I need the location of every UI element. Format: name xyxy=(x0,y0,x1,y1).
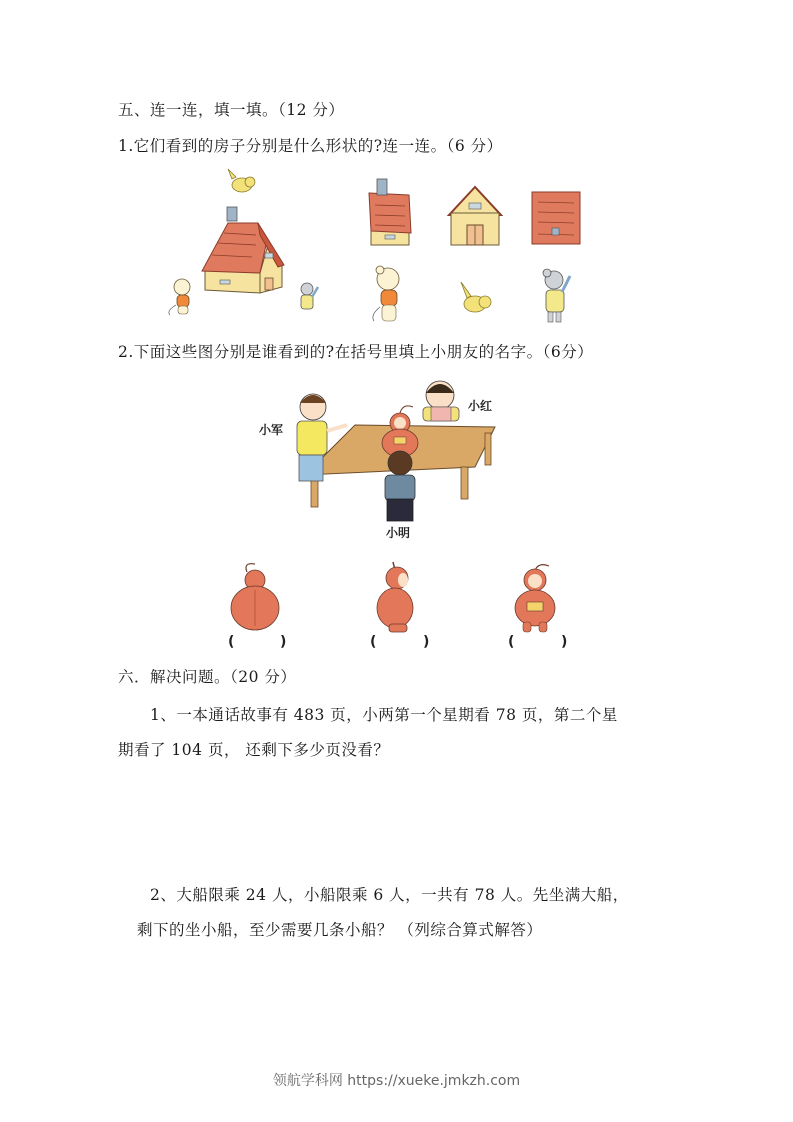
footer-watermark: 领航学科网 https://xueke.jmkzh.com xyxy=(272,1073,521,1089)
problem2-line1: 2、大船限乘 24 人，小船限乘 6 人，一共有 78 人。先坐满大船， xyxy=(150,886,629,904)
doll-front-view xyxy=(505,560,565,635)
boy-xiaoming-icon xyxy=(385,451,415,521)
blank-1-close: ) xyxy=(280,634,287,650)
q1-text: 1.它们看到的房子分别是什么形状的?连一连。（6 分） xyxy=(118,137,503,155)
house-view-top[interactable] xyxy=(530,190,582,246)
blank-1-input[interactable] xyxy=(238,632,278,652)
problem1-line2: 期看了 104 页， 还剩下多少页没看？ xyxy=(118,741,390,759)
girl-xiaohong-icon xyxy=(423,381,459,421)
blank-2-input[interactable] xyxy=(380,632,420,652)
blank-2-close: ) xyxy=(423,634,430,650)
name-label-xiaojun: 小军 xyxy=(259,423,284,437)
problem2-line2: 剩下的坐小船，至少需要几条小船？ （列综合算式解答） xyxy=(137,921,543,939)
observer-mouse-blue[interactable] xyxy=(540,268,575,326)
section5-heading: 五、连一连，填一填。（12 分） xyxy=(118,101,345,119)
blank-3-input[interactable] xyxy=(518,632,558,652)
house-view-front[interactable] xyxy=(445,185,505,247)
blank-1-open: ( xyxy=(228,634,235,650)
mouse-orange-icon xyxy=(169,279,190,315)
house-scene-illustration xyxy=(160,165,340,330)
observer-bird[interactable] xyxy=(455,278,495,318)
name-label-xiaohong: 小红 xyxy=(468,399,493,413)
doll-back-view xyxy=(225,560,285,635)
blank-3-close: ) xyxy=(561,634,568,650)
house-view-side-roof[interactable] xyxy=(365,175,435,247)
blank-2-open: ( xyxy=(370,634,377,650)
problem1-line1: 1、一本通话故事有 483 页，小两第一个星期看 78 页，第二个星 xyxy=(150,706,618,724)
section6-heading: 六．解决问题。（20 分） xyxy=(118,668,297,686)
name-label-xiaoming: 小明 xyxy=(386,526,411,540)
mouse-blue-icon xyxy=(301,283,318,309)
problem1-answer-area[interactable] xyxy=(118,765,678,865)
blank-3-open: ( xyxy=(508,634,515,650)
bird-icon xyxy=(228,169,255,192)
house-3d-icon xyxy=(202,207,284,293)
doll-side-view xyxy=(375,558,425,638)
q2-text: 2.下面这些图分别是谁看到的?在括号里填上小朋友的名字。（6分） xyxy=(118,343,594,361)
problem2-answer-area[interactable] xyxy=(118,945,678,1055)
observer-mouse-orange[interactable] xyxy=(368,265,413,327)
